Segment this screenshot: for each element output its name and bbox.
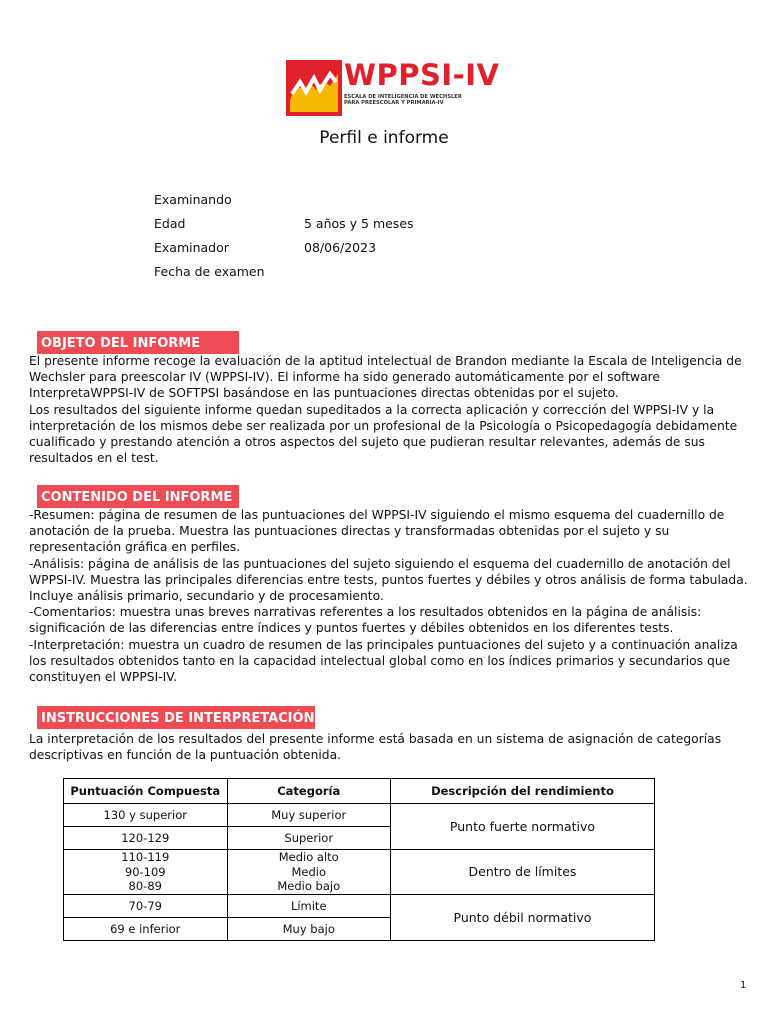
section-title-contenido: CONTENIDO DEL INFORME [37, 485, 239, 508]
paragraph: Los resultados del siguiente informe quedan supeditados a la correcta aplicación y corrección del WPPSI-IV y la interpretación de los mismos debe ser realizada por un profesional de la Psicología o Psicopedagogía debidamente cualificado y prestando atención a otros aspectos del sujeto que pudieran resultar relevantes, además de sus resultados en el test. [29, 402, 738, 466]
score-cell: 130 y superior [64, 804, 228, 827]
info-row [154, 190, 414, 214]
category-cell: Muy bajo [227, 918, 390, 941]
score-cell: 69 e inferior [64, 918, 228, 941]
wppsi-logo [286, 60, 514, 116]
section-title-objeto: OBJETO DEL INFORME [37, 331, 239, 354]
info-label: Edad [154, 216, 186, 231]
paragraph: -Análisis: página de análisis de las puntuaciones del sujeto siguiendo el esquema del cuadernillo de anotación del WPPSI-IV. Muestra las principales diferencias entre tests, puntos fuertes y débiles y otros análisis de forma tabulada. Incluye análisis primario, secundario y de procesamiento. [29, 556, 748, 604]
info-label: Examinador [154, 240, 229, 255]
info-label: Fecha de examen [154, 264, 265, 279]
contenido-text [29, 507, 749, 685]
wppsi-logo-mark-icon [286, 60, 342, 116]
score-cell: 120-129 [64, 827, 228, 850]
paragraph: El presente informe recoge la evaluación de la aptitud intelectual de Brandon mediante la Escala de Inteligencia de Wechsler para preescolar IV (WPPSI-IV). El informe ha sido generado automáticamente por el software InterpretaWPPSI-IV de SOFTPSI basándose en las puntuaciones directas obtenidas por el sujeto. [29, 354, 742, 401]
score-cell: 110-119 90-109 80-89 [64, 850, 228, 895]
page-number: 1 [740, 980, 747, 991]
info-value: 08/06/2023 [304, 240, 377, 255]
description-cell: Punto fuerte normativo [390, 804, 654, 850]
logo-title: WPPSI-IV [344, 58, 500, 92]
examinee-info [154, 190, 414, 286]
info-row [154, 214, 414, 238]
instrucciones-text [29, 731, 749, 763]
info-value: 5 años y 5 meses [304, 216, 414, 231]
table-row [64, 895, 655, 918]
info-row [154, 238, 414, 262]
description-cell: Dentro de límites [390, 850, 654, 895]
score-cell: 70-79 [64, 895, 228, 918]
table-header: Descripción del rendimiento [390, 779, 654, 804]
category-cell: Límite [227, 895, 390, 918]
page-title: Perfil e informe [319, 128, 449, 148]
table-header: Puntuación Compuesta [64, 779, 228, 804]
category-cell: Medio alto Medio Medio bajo [227, 850, 390, 895]
info-row [154, 262, 414, 286]
table-row [64, 850, 655, 895]
objeto-text [29, 353, 749, 466]
paragraph: -Interpretación: muestra un cuadro de resumen de las principales puntuaciones del sujeto y a continuación analiza los resultados obtenidos tanto en la capacidad intelectual global como en los índices primarios y secundarios que constituyen el WPPSI-IV. [29, 637, 738, 685]
paragraph: -Comentarios: muestra unas breves narrativas referentes a los resultados obtenidos en la página de análisis: significación de las diferencias entre índices y puntos fuertes y débiles obtenidos en los diferentes tests. [29, 605, 702, 636]
section-title-instrucciones: INSTRUCCIONES DE INTERPRETACIÓN [37, 706, 315, 729]
table-row [64, 804, 655, 827]
info-label: Examinando [154, 192, 232, 207]
paragraph: La interpretación de los resultados del presente informe está basada en un sistema de asignación de categorías descriptivas en función de la puntuación obtenida. [29, 732, 722, 763]
category-cell: Muy superior [227, 804, 390, 827]
logo-subtitle: ESCALA DE INTELIGENCIA DE WECHSLER PARA PREESCOLAR Y PRIMARIA-IV [344, 94, 462, 106]
category-table [63, 778, 655, 941]
table-header-row [64, 779, 655, 804]
table-header: Categoría [227, 779, 390, 804]
category-cell: Superior [227, 827, 390, 850]
description-cell: Punto débil normativo [390, 895, 654, 941]
paragraph: -Resumen: página de resumen de las puntuaciones del WPPSI-IV siguiendo el mismo esquema del cuadernillo de anotación de la prueba. Muestra las puntuaciones directas y transformadas obtenidas por el sujeto y su representación gráfica en perfiles. [29, 508, 725, 555]
